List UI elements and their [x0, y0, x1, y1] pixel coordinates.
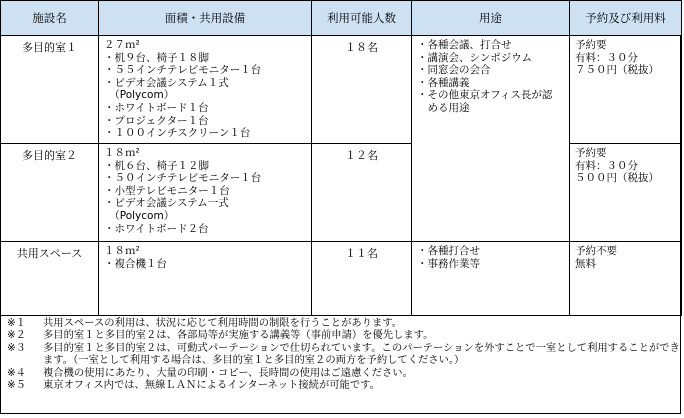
note-item [7, 317, 680, 329]
header-row [1, 1, 682, 36]
use-item: める用途 [417, 101, 470, 114]
equipment-item: （Polycom） [104, 209, 175, 222]
note-mark: ※１ [7, 317, 26, 329]
note-mark: ※３ [7, 341, 26, 354]
table-row [1, 242, 682, 316]
note-text: 複合機の使用にあたり、大量の印刷・コピー、長時間の使用はご遠慮ください。 [43, 366, 413, 379]
note-item [7, 342, 680, 367]
header-area-equipment: 面積・共用設備 [99, 1, 312, 36]
equipment-item: ・５０インチテレビモニター１台 [104, 172, 262, 185]
note-text: 多目的室１と多目的室２は、可動式パーテーションで仕切られています。このパーテーションを外すことで一室として利用することができます。（一室として利用する場合は、多目的室１と多目的室２の両方を予約してください。） [43, 341, 680, 367]
equipment-item: １８ｍ² [104, 147, 140, 159]
reservation-fee [570, 242, 682, 316]
equipment-list [99, 242, 312, 316]
fee-line: 有料：３０分 [575, 51, 638, 64]
use-item: ・各種打合せ [417, 245, 480, 257]
equipment-item: （Polycom） [104, 89, 175, 102]
capacity: １１名 [312, 242, 412, 316]
note-item [7, 367, 680, 379]
fee-line: 無料 [575, 257, 596, 270]
capacity: １８名 [312, 36, 412, 144]
equipment-list [99, 144, 312, 242]
equipment-item: ・机６台、椅子１２脚 [104, 159, 209, 172]
equipment-item: ・ホワイトボード１台 [104, 101, 209, 114]
equipment-item: ・机９台、椅子１８脚 [104, 51, 209, 64]
use-item: ・事務作業等 [417, 257, 480, 270]
note-mark: ※５ [7, 379, 26, 392]
note-item [7, 379, 680, 391]
facility-name: 共用スペース [1, 242, 99, 316]
header-capacity: 利用可能人数 [312, 1, 412, 36]
table-row [1, 144, 682, 242]
equipment-item: ・プロジェクター１台 [104, 114, 209, 127]
notes-section [0, 314, 681, 414]
facility-name: 多目的室２ [1, 144, 99, 242]
use-item: ・同窓会の会合 [417, 64, 491, 77]
equipment-list [99, 36, 312, 144]
equipment-item: ・ビデオ会議システム一式 [104, 197, 229, 210]
use-item: ・各種講義 [417, 76, 470, 89]
equipment-item: ・ホワイトボード２台 [104, 222, 209, 235]
fee-line: ５００円（税抜） [575, 172, 659, 185]
fee-line: 予約要 [575, 39, 607, 51]
header-reservation-fee: 予約及び利用料 [570, 1, 682, 36]
note-text: 共用スペースの利用は、状況に応じて利用時間の制限を行うことがあります。 [43, 317, 403, 329]
note-text: 多目的室１と多目的室２は、各部局等が実施する講義等（事前申請）を優先します。 [43, 329, 434, 342]
equipment-item: ・ビデオ会議システム１式 [104, 76, 229, 89]
reservation-fee [570, 144, 682, 242]
equipment-item: １８ｍ² [104, 245, 140, 257]
equipment-item: ・１００インチスクリーン１台 [104, 127, 251, 140]
uses-list [412, 242, 570, 316]
note-mark: ※４ [7, 366, 26, 379]
fee-line: 有料：３０分 [575, 159, 638, 172]
use-item: ・各種会議、打合せ [417, 39, 512, 51]
equipment-item: ・複合機１台 [104, 257, 167, 270]
note-text: 東京オフィス内では、無線ＬＡＮによるインターネット接続が可能です。 [43, 379, 380, 392]
header-uses: 用途 [412, 1, 570, 36]
reservation-fee [570, 36, 682, 144]
note-mark: ※２ [7, 329, 26, 342]
use-item: ・その他東京オフィス長が認 [417, 89, 553, 102]
fee-line: 予約不要 [575, 245, 617, 257]
equipment-item: ・５５インチテレビモニター１台 [104, 64, 262, 77]
note-item [7, 329, 680, 341]
capacity: １２名 [312, 144, 412, 242]
equipment-item: ・小型テレビモニター１台 [104, 184, 230, 197]
fee-line: ７５０円（税抜） [575, 64, 659, 77]
equipment-item: ２７ｍ² [104, 39, 140, 51]
use-item: ・講演会、シンポジウム [417, 51, 533, 64]
uses-list [412, 36, 570, 242]
table-row [1, 36, 682, 144]
header-facility-name: 施設名 [1, 1, 99, 36]
fee-line: 予約要 [575, 147, 607, 159]
facility-name: 多目的室１ [1, 36, 99, 144]
